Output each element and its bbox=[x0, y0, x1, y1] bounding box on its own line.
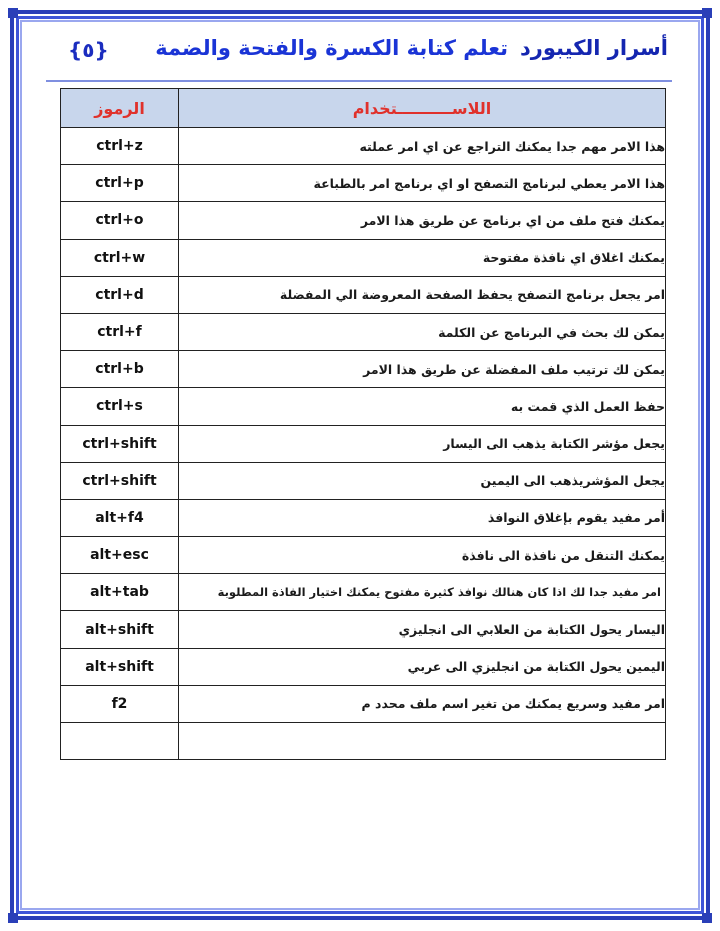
table-row bbox=[61, 165, 666, 202]
shortcut-key: ctrl+o bbox=[61, 202, 179, 239]
shortcut-usage: يمكنك فتح ملف من اي برنامج عن طريق هذا الامر bbox=[179, 202, 666, 239]
shortcuts-table bbox=[60, 88, 666, 760]
title-keyboard-secrets: أسرار الكيبورد bbox=[520, 36, 668, 60]
shortcut-usage: هذا الامر يعطي لبرنامج التصفح او اي برنامج امر بالطباعة bbox=[179, 165, 666, 202]
table-row bbox=[61, 611, 666, 648]
page-header bbox=[50, 36, 668, 74]
table-row bbox=[61, 313, 666, 350]
shortcut-key: alt+esc bbox=[61, 537, 179, 574]
shortcut-key: alt+tab bbox=[61, 574, 179, 611]
table-row bbox=[61, 462, 666, 499]
table-row bbox=[61, 537, 666, 574]
page-title bbox=[155, 36, 668, 60]
table-row bbox=[61, 685, 666, 722]
table-header-row bbox=[61, 89, 666, 128]
shortcut-usage: يجعل مؤشر الكتابة يذهب الى اليسار bbox=[179, 425, 666, 462]
header-symbols: الرموز bbox=[61, 89, 179, 128]
frame-corner bbox=[702, 8, 712, 18]
table-row bbox=[61, 276, 666, 313]
shortcut-key: alt+shift bbox=[61, 648, 179, 685]
title-subject: تعلم كتابة الكسرة والفتحة والضمة bbox=[155, 36, 509, 60]
shortcut-key: alt+shift bbox=[61, 611, 179, 648]
frame-corner bbox=[702, 913, 712, 923]
shortcut-usage: يمكن لك بحث في البرنامج عن الكلمة bbox=[179, 313, 666, 350]
table-row bbox=[61, 351, 666, 388]
shortcut-usage: امر يجعل برنامج التصفح يحفظ الصفحة المعروضة الي المفضلة bbox=[179, 276, 666, 313]
table-row bbox=[61, 499, 666, 536]
empty-cell bbox=[61, 723, 179, 760]
shortcut-usage: اليسار يحول الكتابة من العلابي الى انجليزي bbox=[179, 611, 666, 648]
shortcut-key: ctrl+p bbox=[61, 165, 179, 202]
title-divider bbox=[46, 80, 672, 82]
table-row bbox=[61, 128, 666, 165]
table-row bbox=[61, 425, 666, 462]
shortcut-key: ctrl+z bbox=[61, 128, 179, 165]
table-row bbox=[61, 239, 666, 276]
frame-corner bbox=[8, 913, 18, 923]
shortcut-usage: حفظ العمل الذي قمت به bbox=[179, 388, 666, 425]
shortcut-key: ctrl+shift bbox=[61, 425, 179, 462]
table-row bbox=[61, 574, 666, 611]
table-row bbox=[61, 202, 666, 239]
shortcut-key: ctrl+shift bbox=[61, 462, 179, 499]
shortcut-usage: يجعل المؤشريذهب الى اليمين bbox=[179, 462, 666, 499]
shortcut-key: f2 bbox=[61, 685, 179, 722]
shortcut-usage: يمكن لك ترتيب ملف المفضلة عن طريق هذا الامر bbox=[179, 351, 666, 388]
page-number: {٥} bbox=[68, 38, 109, 62]
shortcut-usage: يمكنك اغلاق اي نافذة مفتوحة bbox=[179, 239, 666, 276]
empty-cell bbox=[179, 723, 666, 760]
shortcut-key: ctrl+d bbox=[61, 276, 179, 313]
shortcut-usage: اليمين يحول الكتابة من انجليزي الى عربي bbox=[179, 648, 666, 685]
shortcut-usage: يمكنك التنقل من نافذة الى نافذة bbox=[179, 537, 666, 574]
shortcut-usage: امر مفيد وسريع يمكنك من تغير اسم ملف محدد م bbox=[179, 685, 666, 722]
shortcut-key: ctrl+f bbox=[61, 313, 179, 350]
table-row bbox=[61, 388, 666, 425]
table-row bbox=[61, 648, 666, 685]
table-row-empty bbox=[61, 723, 666, 760]
header-usage: اللاســــــــــتخدام bbox=[179, 89, 666, 128]
shortcut-key: alt+f4 bbox=[61, 499, 179, 536]
shortcut-key: ctrl+w bbox=[61, 239, 179, 276]
frame-corner bbox=[8, 8, 18, 18]
shortcut-usage: هذا الامر مهم جدا يمكنك التراجع عن اي امر عملته bbox=[179, 128, 666, 165]
shortcut-key: ctrl+s bbox=[61, 388, 179, 425]
shortcut-key: ctrl+b bbox=[61, 351, 179, 388]
shortcut-usage: امر مفيد جدا لك اذا كان هنالك نوافذ كثيرة مفتوح يمكنك اختيار الفاذة المطلوبة bbox=[179, 574, 666, 611]
shortcut-usage: أمر مفيد يقوم بإغلاق النوافذ bbox=[179, 499, 666, 536]
